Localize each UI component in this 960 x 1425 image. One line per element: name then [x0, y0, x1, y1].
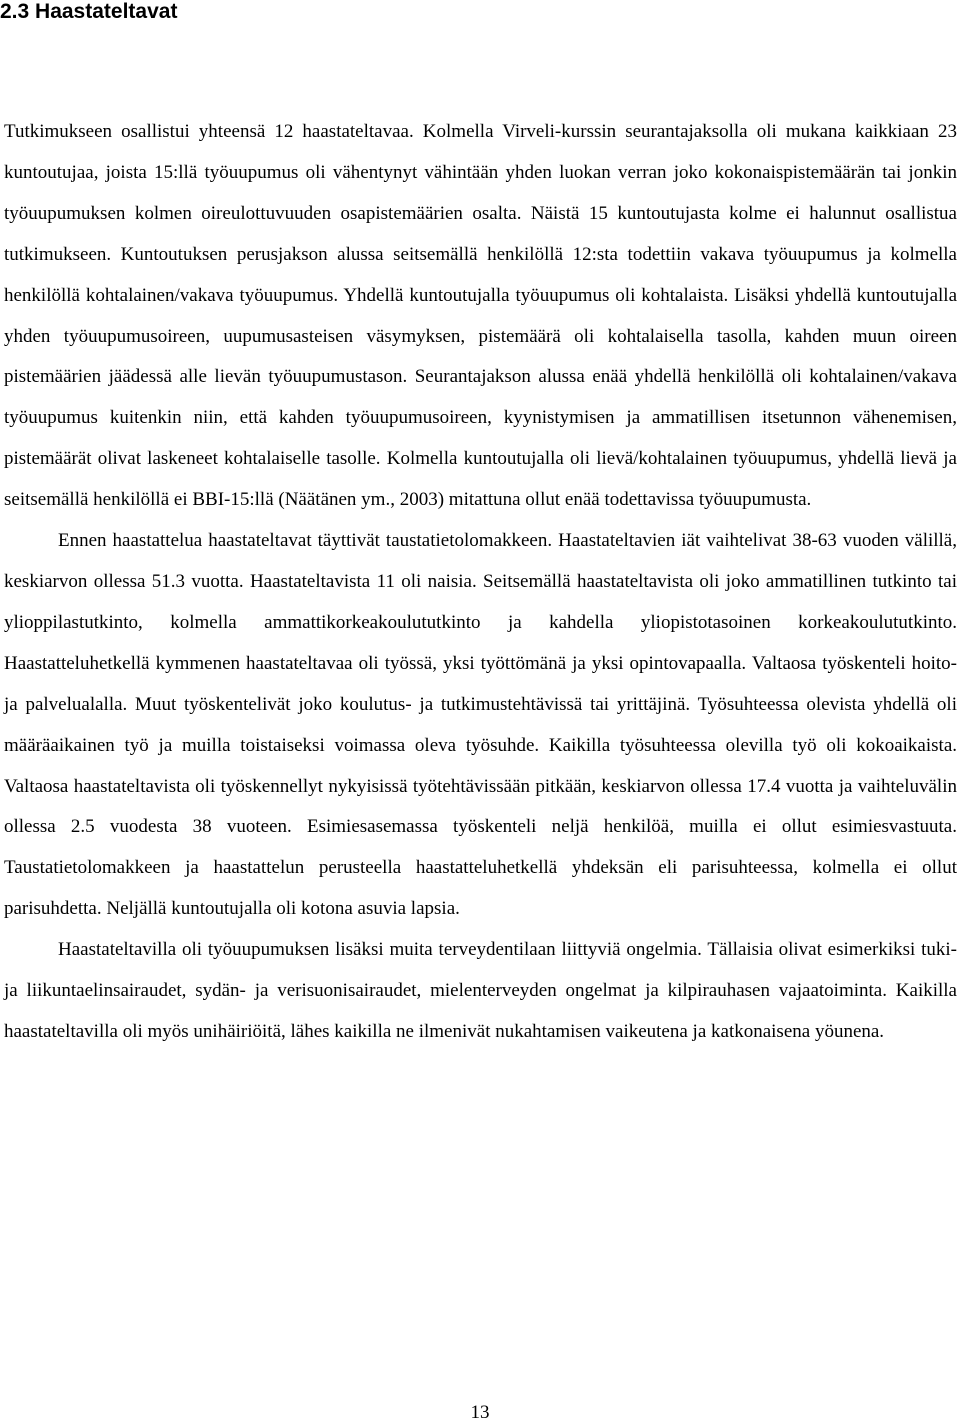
paragraph-participants: Tutkimukseen osallistui yhteensä 12 haastateltavaa. Kolmella Virveli-kurssin seurantajaksolla oli mukana kaikkiaan 23 kuntoutujaa, joista 15:llä työuupumus oli vähentynyt vähintään yhden luokan verran joko kokonaispistemäärän tai jonkin työuupumuksen kolmen oireulottuvuuden osapistemäärien osalta. Näistä 15 kuntoutujasta kolme ei halunnut osallistua tutkimukseen. Kuntoutuksen perusjakson alussa seitsemällä henkilöllä 12:sta todettiin vakava työuupumus ja kolmella henkilöllä kohtalainen/vakava työuupumus. Yhdellä kuntoutujalla työuupumus oli kohtalaista. Lisäksi yhdellä kuntoutujalla yhden työuupumusoireen, uupumusasteisen väsymyksen, pistemäärä oli kohtalaisella tasolla, kahden muun oireen pistemäärien jäädessä alle lievän työuupumustason. Seurantajakson alussa enää yhdellä henkilöllä oli kohtalainen/vakava työuupumus kuitenkin niin, että kahden työuupumusoireen, kyynistymisen ja ammatillisen itsetunnon vähenemisen, pistemäärät olivat laskeneet kohtalaiselle tasolle. Kolmella kuntoutujalla oli lievä/kohtalainen työuupumus, yhdellä lievä ja seitsemällä henkilöllä ei BBI-15:llä (Näätänen ym., 2003) mitattuna ollut enää todettavissa työuupumusta. — [4, 121, 957, 511]
paragraph-health: Haastateltavilla oli työuupumuksen lisäksi muita terveydentilaan liittyviä ongelmia. Tällaisia olivat esimerkiksi tuki- ja liikuntaelinsairaudet, sydän- ja verisuonisairaudet, mielenterveyden ongelmat ja kilpirauhasen vajaatoiminta. Kaikilla haastateltavilla oli myös unihäiriöitä, lähes kaikilla ne ilmenivät nukahtamisen vaikeutena ja katkonaisena yöunena. — [4, 939, 957, 1042]
body-text — [4, 112, 957, 1053]
section-heading: 2.3 Haastateltavat — [0, 0, 178, 23]
page-number: 13 — [470, 1402, 490, 1423]
paragraph-background: Ennen haastattelua haastateltavat täyttivät taustatietolomakkeen. Haastateltavien iät vaihtelivat 38-63 vuoden välillä, keskiarvon ollessa 51.3 vuotta. Haastateltavista 11 oli naisia. Seitsemällä haastateltavista oli joko ammatillinen tutkinto tai ylioppilastutkinto, kolmella ammattikorkeakoulututkinto ja kahdella yliopistotasoinen korkeakoulututkinto. Haastatteluhetkellä kymmenen haastateltavaa oli työssä, yksi työttömänä ja yksi opintovapaalla. Valtaosa työskenteli hoito- ja palvelualalla. Muut työskentelivät joko koulutus- ja tutkimustehtävissä tai yrittäjinä. Työsuhteessa olevista yhdellä oli määräaikainen työ ja muilla toistaiseksi voimassa oleva työsuhde. Kaikilla työsuhteessa olevilla työ oli kokoaikaista. Valtaosa haastateltavista oli työskennellyt nykyisissä työtehtävissään pitkään, keskiarvon ollessa 17.4 vuotta ja vaihteluvälin ollessa 2.5 vuodesta 38 vuoteen. Esimiesasemassa työskenteli neljä henkilöä, muilla ei ollut esimiesvastuuta. Taustatietolomakkeen ja haastattelun perusteella haastatteluhetkellä yhdeksän eli parisuhteessa, kolmella ei ollut parisuhdetta. Neljällä kuntoutujalla oli kotona asuvia lapsia. — [4, 530, 957, 920]
